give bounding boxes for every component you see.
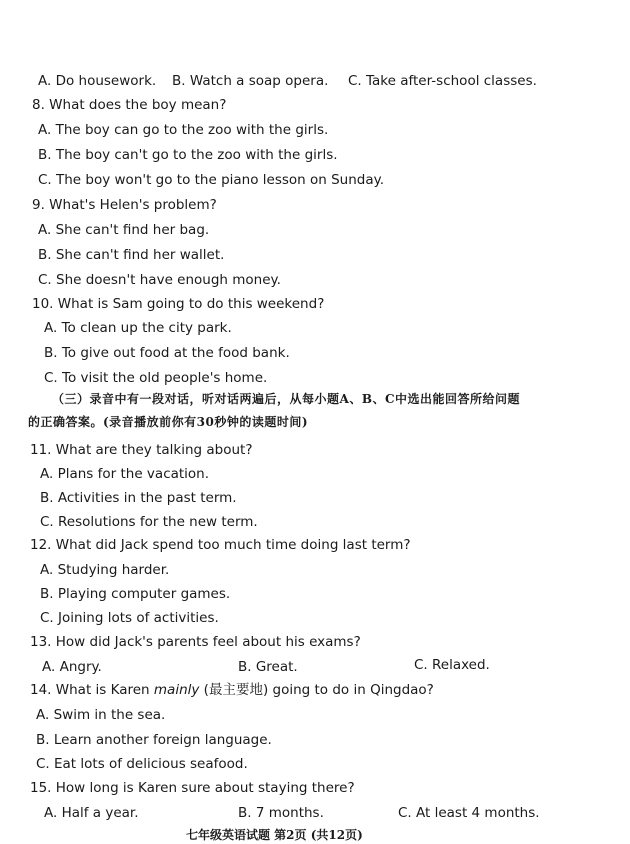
- section3-instruction-line2: 的正确答案。(录音播放前你有30秒钟的读题时间): [28, 415, 309, 429]
- q15-option-a: A. Half a year.: [44, 805, 139, 821]
- q9-option-c: C. She doesn't have enough money.: [38, 272, 281, 288]
- q10-option-b: B. To give out food at the food bank.: [44, 345, 290, 361]
- q14-option-c: C. Eat lots of delicious seafood.: [36, 756, 248, 772]
- q8-option-b: B. The boy can't go to the zoo with the girls.: [38, 147, 338, 163]
- q12-option-b: B. Playing computer games.: [40, 586, 231, 602]
- q11-option-b: B. Activities in the past term.: [40, 490, 237, 506]
- q9-option-b: B. She can't find her wallet.: [38, 247, 225, 263]
- q11-option-a: A. Plans for the vacation.: [40, 466, 210, 482]
- q14-question-prefix: 14. What is Karen: [30, 682, 154, 698]
- q7-option-b: B. Watch a soap opera.: [172, 73, 329, 89]
- q11-option-c: C. Resolutions for the new term.: [40, 514, 258, 530]
- q13-option-b: B. Great.: [238, 659, 298, 675]
- page-footer: 七年级英语试题 第2页 (共12页): [186, 828, 363, 842]
- section3-instruction-line1: （三）录音中有一段对话，听对话两遍后，从每小题A、B、C中选出能回答所给问题: [52, 392, 521, 406]
- q14-question-emphasis: mainly: [153, 682, 200, 698]
- q15-question: 15. How long is Karen sure about staying there?: [30, 780, 355, 796]
- q8-question: 8. What does the boy mean?: [32, 97, 227, 113]
- q13-option-a: A. Angry.: [42, 659, 102, 675]
- q14-question: [30, 681, 434, 699]
- q14-question-suffix: (最主要地) going to do in Qingdao?: [199, 682, 434, 698]
- q9-option-a: A. She can't find her bag.: [38, 222, 210, 238]
- q12-question: 12. What did Jack spend too much time doing last term?: [30, 537, 411, 553]
- q9-question: 9. What's Helen's problem?: [32, 197, 217, 213]
- q15-option-c: C. At least 4 months.: [398, 805, 540, 821]
- q11-question: 11. What are they talking about?: [30, 442, 253, 458]
- q10-option-c: C. To visit the old people's home.: [44, 370, 268, 386]
- q10-option-a: A. To clean up the city park.: [44, 320, 232, 336]
- q8-option-c: C. The boy won't go to the piano lesson on Sunday.: [38, 172, 384, 188]
- q12-option-a: A. Studying harder.: [40, 562, 170, 578]
- q13-question: 13. How did Jack's parents feel about his exams?: [30, 634, 361, 650]
- q14-option-a: A. Swim in the sea.: [36, 707, 166, 723]
- q14-option-b: B. Learn another foreign language.: [36, 732, 272, 748]
- q12-option-c: C. Joining lots of activities.: [40, 610, 219, 626]
- q13-option-c: C. Relaxed.: [414, 657, 490, 673]
- q7-option-c: C. Take after-school classes.: [348, 73, 537, 89]
- q7-option-a: A. Do housework.: [38, 73, 157, 89]
- q15-option-b: B. 7 months.: [238, 805, 324, 821]
- q10-question: 10. What is Sam going to do this weekend?: [32, 296, 325, 312]
- q8-option-a: A. The boy can go to the zoo with the girls.: [38, 122, 329, 138]
